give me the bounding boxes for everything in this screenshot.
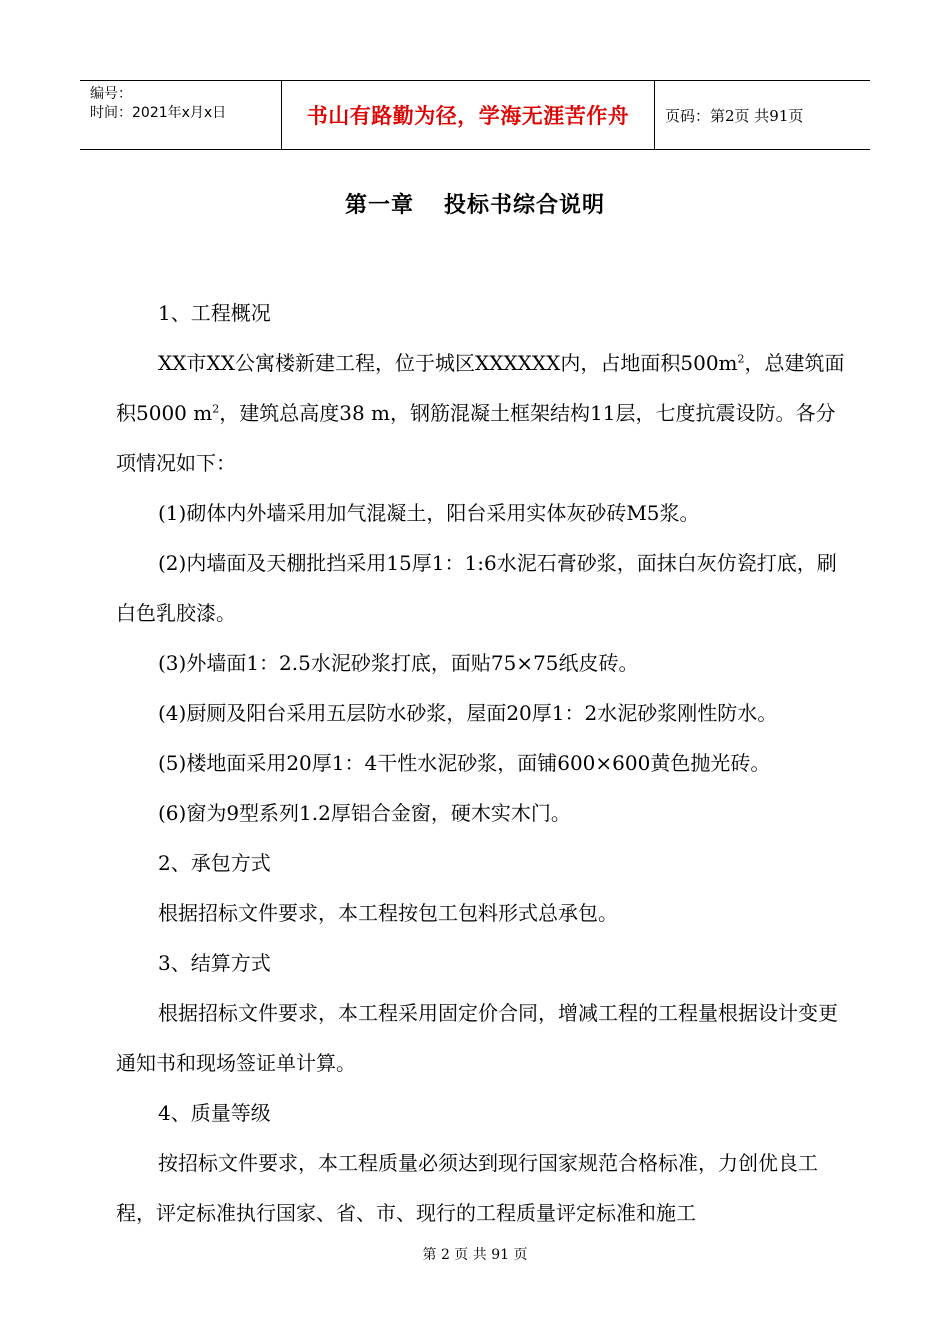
header-page-info: 页码：第2页 共91页	[665, 106, 804, 125]
list-item: (3)外墙面1：2.5水泥砂浆打底，面贴75×75纸皮砖。	[158, 651, 639, 675]
header-meta-cell	[80, 81, 282, 149]
overview-paragraph	[116, 338, 846, 488]
footer-page-number: 第 2 页 共 91 页	[422, 1247, 528, 1263]
overview-text-part2: ，总建筑面积5000 m	[116, 351, 845, 425]
section-heading-contract: 2、承包方式	[158, 851, 271, 875]
superscript-squared: 2	[212, 402, 220, 416]
list-item: (6)窗为9型系列1.2厚铝合金窗，硬木实木门。	[158, 801, 571, 825]
section-heading-quality: 4、质量等级	[158, 1101, 271, 1125]
quality-paragraph: 按招标文件要求，本工程质量必须达到现行国家规范合格标准，力创优良工程，评定标准执行国家、省、市、现行的工程质量评定标准和施工	[116, 1151, 818, 1225]
overview-text-part1: XX市XX公寓楼新建工程，位于城区XXXXXX内，占地面积500m	[158, 351, 738, 375]
section-heading-settlement: 3、结算方式	[158, 951, 271, 975]
section-heading-overview: 1、工程概况	[158, 301, 271, 325]
list-item: (5)楼地面采用20厚1：4干性水泥砂浆，面铺600×600黄色抛光砖。	[158, 751, 771, 775]
header-motto: 书山有路勤为径，学海无涯苦作舟	[306, 103, 630, 128]
overview-text-part3: ，建筑总高度38 m，钢筋混凝土框架结构11层，七度抗震设防。各分项情况如下：	[116, 401, 836, 475]
header-page-cell	[655, 81, 870, 149]
chapter-title	[0, 188, 950, 219]
document-body	[116, 288, 846, 1238]
chapter-name: 投标书综合说明	[444, 192, 606, 218]
page-footer	[0, 1244, 950, 1264]
superscript-squared: 2	[737, 352, 745, 366]
settlement-paragraph: 根据招标文件要求，本工程采用固定价合同，增减工程的工程量根据设计变更通知书和现场签证单计算。	[116, 1001, 838, 1075]
chapter-number: 第一章	[344, 192, 414, 218]
header-motto-cell	[282, 81, 655, 149]
page-header	[80, 80, 870, 150]
document-number-label: 编号：	[90, 86, 132, 102]
list-item: (1)砌体内外墙采用加气混凝土，阳台采用实体灰砂砖M5浆。	[158, 501, 700, 525]
list-item: (4)厨厕及阳台采用五层防水砂浆，屋面20厚1：2水泥砂浆刚性防水。	[158, 701, 778, 725]
list-item: (2)内墙面及天棚批挡采用15厚1：1:6水泥石膏砂浆，面抹白灰仿瓷打底，刷白色乳胶漆。	[116, 551, 837, 625]
contract-paragraph: 根据招标文件要求，本工程按包工包料形式总承包。	[158, 901, 618, 925]
document-time: 时间：2021年x月x日	[90, 105, 227, 121]
